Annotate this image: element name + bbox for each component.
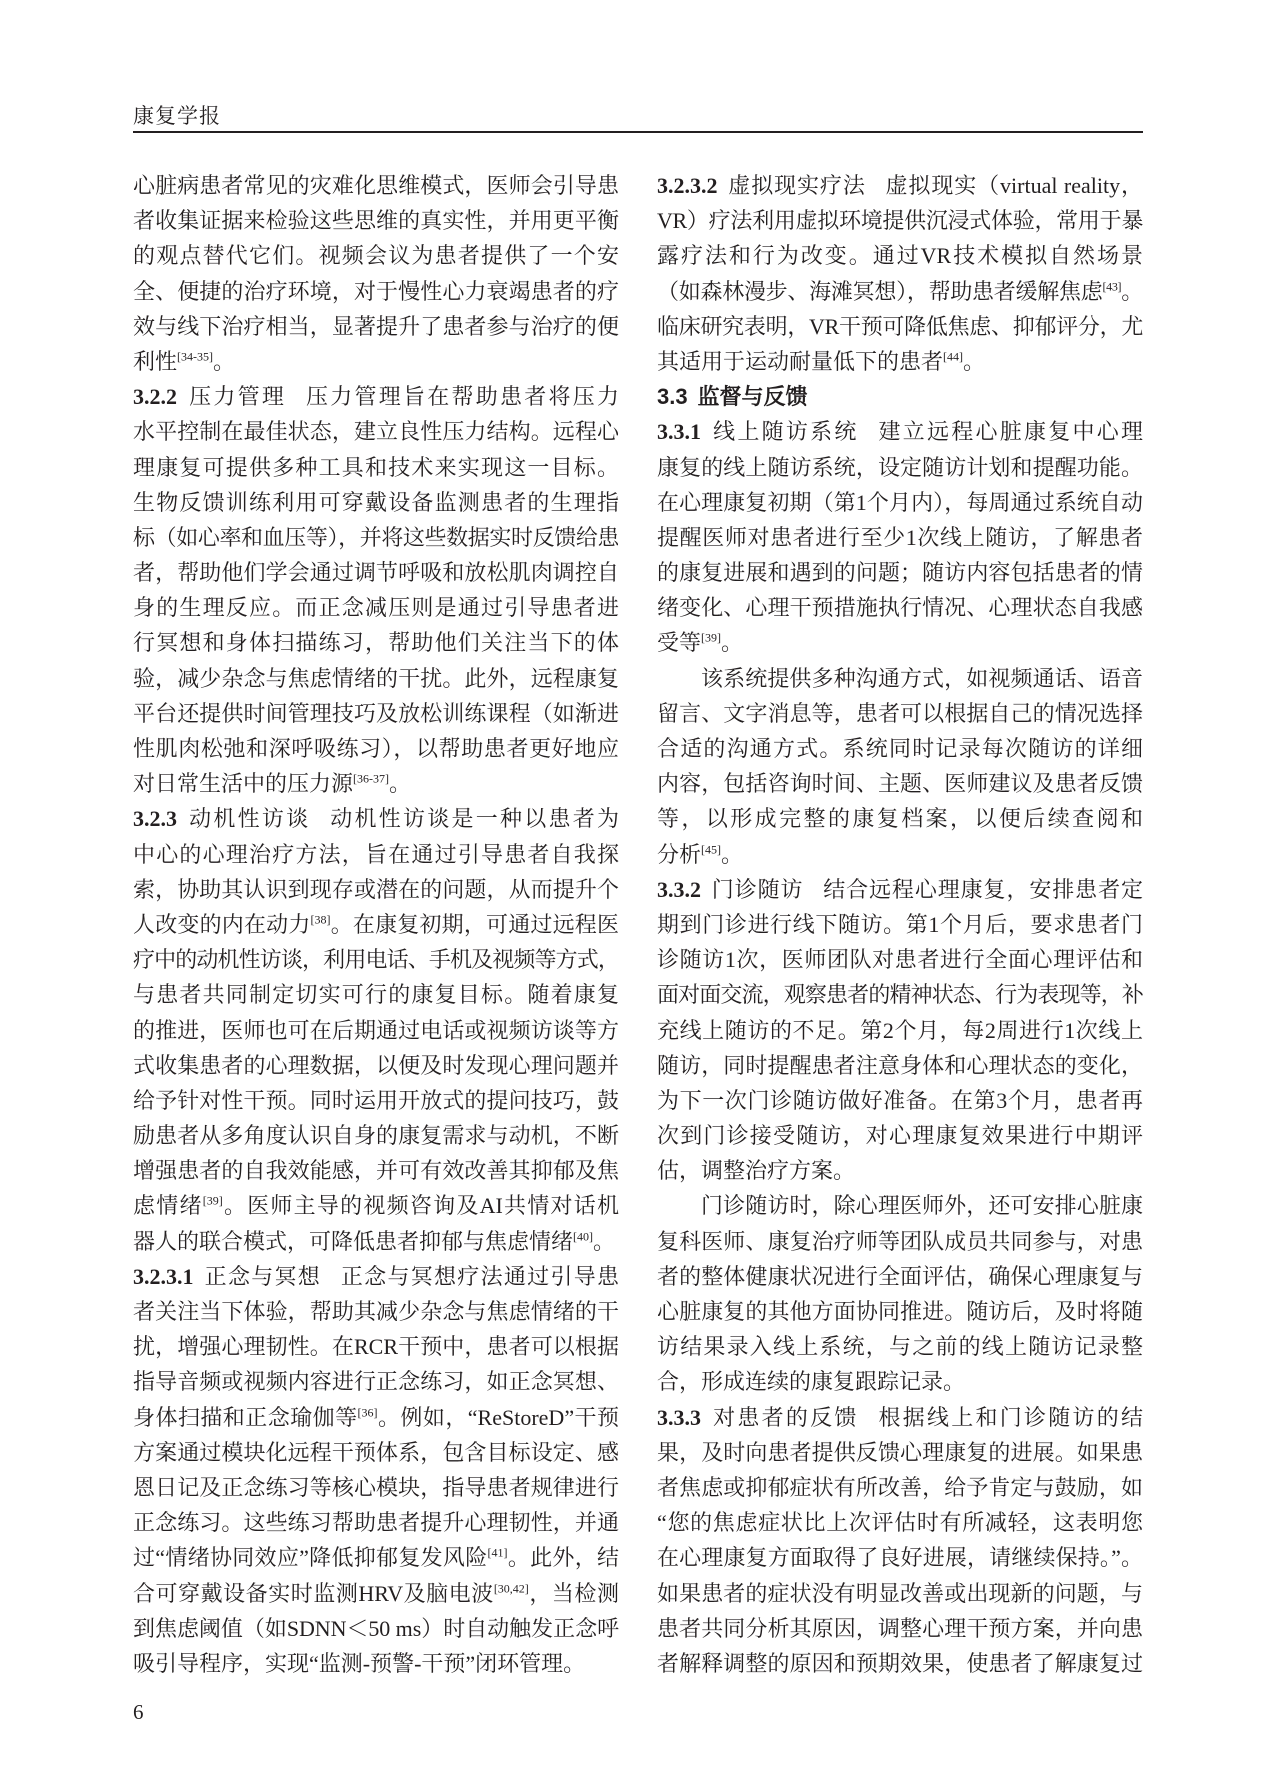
line-text: 正念与冥想疗法通过引导患 (340, 1263, 619, 1289)
line-text: 建立远程心脏康复中心理 (878, 419, 1143, 445)
line-text: 方案通过模块化远程干预体系，包含目标设定、感 (133, 1439, 619, 1465)
section-number: 3.3.1 (657, 419, 701, 445)
text-line (133, 661, 619, 696)
text-line (657, 1083, 1143, 1118)
section-number: 3.2.3.2 (657, 173, 718, 198)
line-text: 合可穿戴设备实时监测HRV及脑电波 (133, 1580, 494, 1606)
section-number: 3.2.3.1 (133, 1263, 194, 1289)
text-line (133, 414, 619, 449)
text-line (657, 590, 1143, 625)
text-line (657, 414, 1143, 449)
line-text: 临床研究表明，VR干预可降低焦虑、抑郁评分，尤 (657, 313, 1143, 339)
text-line (657, 1646, 1143, 1681)
text-line (657, 1048, 1143, 1083)
text-line (133, 801, 619, 836)
line-text: 者，帮助他们学会通过调节呼吸和放松肌肉调控自 (133, 560, 619, 586)
right-column (657, 168, 1143, 1682)
section-title: 门诊随访 (710, 876, 804, 902)
text-line (657, 168, 1143, 203)
text-line (133, 1083, 619, 1118)
line-text: 。医师主导的视频咨询及AI共情对话机 (222, 1193, 619, 1219)
line-text: 。 (389, 771, 412, 797)
line-text: 合适的沟通方式。系统同时记录每次随访的详细 (657, 736, 1143, 761)
line-text: 露疗法和行为改变。通过VR技术模拟自然场景 (657, 243, 1143, 269)
text-line (133, 1576, 619, 1611)
text-line (133, 203, 619, 238)
line-text: 。 (963, 348, 986, 374)
line-text: 复科医师、康复治疗师等团队成员共同参与，对患 (657, 1228, 1143, 1254)
line-text: 者关注当下体验，帮助其减少杂念与焦虑情绪的干 (133, 1299, 619, 1324)
text-line (657, 837, 1143, 872)
line-text: “您的焦虑症状比上次评估时有所减轻，这表明您 (657, 1510, 1143, 1536)
line-text: 等，以形成完整的康复档案，以便后续查阅和 (657, 806, 1143, 832)
text-line (133, 309, 619, 344)
text-line (133, 977, 619, 1012)
text-line (657, 344, 1143, 379)
text-line (133, 1259, 619, 1294)
line-text: 诊随访1次，医师团队对患者进行全面心理评估和 (657, 947, 1143, 973)
line-text: 患者共同分析其原因，调整心理干预方案，并向患 (657, 1615, 1143, 1641)
text-line (657, 1576, 1143, 1611)
text-line (133, 1224, 619, 1259)
text-line (657, 1505, 1143, 1540)
line-text: 心脏康复的其他方面协同推进。随访后，及时将随 (657, 1299, 1143, 1324)
line-text: 励患者从多角度认识自身的康复需求与动机，不断 (133, 1123, 619, 1149)
text-line (657, 977, 1143, 1012)
text-line (657, 1329, 1143, 1364)
text-line (657, 1153, 1143, 1188)
text-line (133, 238, 619, 273)
text-line (133, 1435, 619, 1470)
line-text: 正念练习。这些练习帮助患者提升心理韧性，并通 (133, 1510, 619, 1536)
journal-name: 康复学报 (133, 105, 221, 128)
text-line (657, 520, 1143, 555)
line-text: 利性 (133, 348, 178, 374)
text-line (133, 1048, 619, 1083)
line-text: 的推进，医师也可在后期通过电话或视频访谈等方 (133, 1017, 619, 1043)
text-line (657, 766, 1143, 801)
text-line (133, 1611, 619, 1646)
line-text: 充线上随访的不足。第2个月，每2周进行1次线上 (657, 1017, 1143, 1043)
text-line (657, 1224, 1143, 1259)
line-text: 中心的心理治疗方法，旨在通过引导患者自我探 (133, 841, 619, 867)
line-text: 恩日记及正念练习等核心模块，指导患者规律进行 (133, 1474, 619, 1500)
text-line (133, 168, 619, 203)
line-text: 内容，包括咨询时间、主题、医师建议及患者反馈 (657, 771, 1143, 797)
line-text: 。 (721, 841, 744, 867)
text-line (657, 661, 1143, 696)
line-text: 全、便捷的治疗环境，对于慢性心力衰竭患者的疗 (133, 278, 619, 304)
text-line (657, 1400, 1143, 1435)
line-text: 心脏病患者常见的灾难化思维模式，医师会引导患 (133, 173, 619, 198)
citation: [39] (701, 631, 722, 646)
line-text: 水平控制在最佳状态，建立良性压力结构。远程心 (133, 419, 619, 445)
line-text: 标（如心率和血压等），并将这些数据实时反馈给患 (133, 524, 619, 550)
line-text: 虚拟现实（virtual reality， (885, 173, 1143, 198)
section-number: 3.2.2 (133, 384, 177, 410)
line-text: 疗中的动机性访谈，利用电话、手机及视频等方式， (133, 947, 619, 973)
line-text: 康复的线上随访系统，设定随访计划和提醒功能。 (657, 454, 1143, 480)
text-line (657, 1364, 1143, 1399)
line-text: 门诊随访时，除心理医师外，还可安排心脏康 (701, 1193, 1143, 1219)
line-text: 效与线下治疗相当，显著提升了患者参与治疗的便 (133, 313, 619, 339)
text-line (657, 1013, 1143, 1048)
text-line (133, 942, 619, 977)
section-title: 动机性访谈 (186, 806, 311, 832)
text-line (657, 625, 1143, 660)
text-line (133, 1505, 619, 1540)
line-text: 次到门诊接受随访，对心理康复效果进行中期评 (657, 1123, 1143, 1149)
line-text: 如果患者的症状没有明显改善或出现新的问题，与 (657, 1580, 1143, 1606)
line-text: 给予针对性干预。同时运用开放式的提问技巧，鼓 (133, 1087, 619, 1113)
text-line (657, 1470, 1143, 1505)
line-text: 根据线上和门诊随访的结 (878, 1404, 1143, 1430)
citation: [30,42] (493, 1581, 529, 1596)
section-number: 3.3.3 (657, 1404, 701, 1430)
line-text: 式收集患者的心理数据，以便及时发现心理问题并 (133, 1052, 619, 1078)
line-text: 果，及时向患者提供反馈心理康复的进展。如果患 (657, 1439, 1143, 1465)
line-text: 绪变化、心理干预措施执行情况、心理状态自我感 (657, 595, 1143, 621)
line-text: 受等 (657, 630, 702, 656)
text-line (133, 379, 619, 414)
line-text: 估，调整治疗方案。 (657, 1158, 856, 1184)
text-line (133, 907, 619, 942)
text-line (133, 1364, 619, 1399)
text-line (133, 1153, 619, 1188)
line-text: 在心理康复初期（第1个月内），每周通过系统自动 (657, 489, 1143, 515)
line-text: 者收集证据来检验这些思维的真实性，并用更平衡 (133, 208, 619, 234)
citation: [43] (1102, 279, 1122, 294)
text-line (657, 1540, 1143, 1575)
text-line (657, 485, 1143, 520)
line-text: 压力管理旨在帮助患者将压力 (305, 384, 619, 410)
section-title: 线上随访系统 (710, 419, 859, 445)
text-line (133, 1540, 619, 1575)
line-text: 。例如，“ReStoreD”干预 (377, 1404, 619, 1430)
text-line (657, 942, 1143, 977)
text-line (133, 731, 619, 766)
section-number: 3.3.2 (657, 876, 701, 902)
citation: [45] (701, 842, 722, 857)
line-text: 生物反馈训练利用可穿戴设备监测患者的生理指 (133, 489, 619, 515)
text-line (657, 1118, 1143, 1153)
line-text: ，当检测 (528, 1580, 619, 1606)
line-text: VR）疗法利用虚拟环境提供沉浸式体验，常用于暴 (657, 208, 1143, 234)
text-line (133, 555, 619, 590)
line-text: 其适用于运动耐量低下的患者 (657, 348, 944, 374)
line-text: 。 (213, 348, 236, 374)
line-text: 该系统提供多种沟通方式，如视频通话、语音 (701, 665, 1143, 691)
line-text: 为下一次门诊随访做好准备。在第3个月，患者再 (657, 1087, 1143, 1113)
line-text: 的康复进展和遇到的问题；随访内容包括患者的情 (657, 560, 1143, 586)
header-rule (133, 131, 1143, 133)
section-heading (657, 379, 1143, 414)
text-line (657, 1259, 1143, 1294)
section-number: 3.3 (657, 384, 688, 410)
text-line (657, 1435, 1143, 1470)
citation: [44] (943, 349, 964, 364)
text-line (657, 907, 1143, 942)
text-line (133, 696, 619, 731)
line-text: 行冥想和身体扫描练习，帮助他们关注当下的体 (133, 630, 619, 656)
line-text: 者解释调整的原因和预期效果，使患者了解康复过 (657, 1650, 1143, 1676)
text-line (657, 238, 1143, 273)
text-line (133, 1329, 619, 1364)
text-line (657, 555, 1143, 590)
citation: [41] (487, 1545, 508, 1560)
text-line (133, 837, 619, 872)
section-title: 对患者的反馈 (710, 1404, 859, 1430)
text-line (133, 485, 619, 520)
line-text: 随访，同时提醒患者注意身体和心理状态的变化， (657, 1052, 1143, 1078)
left-column (133, 168, 619, 1682)
line-text: 访结果录入线上系统，与之前的线上随访记录整 (657, 1334, 1143, 1360)
line-text: 期到门诊进行线下随访。第1个月后，要求患者门 (657, 911, 1143, 937)
line-text: 器人的联合模式，可降低患者抑郁与焦虑情绪 (133, 1228, 574, 1254)
text-line (133, 1013, 619, 1048)
section-title: 监督与反馈 (697, 384, 808, 410)
line-text: 性肌肉松弛和深呼吸练习），以帮助患者更好地应 (133, 736, 619, 761)
line-text: 分析 (657, 841, 702, 867)
text-line (657, 1611, 1143, 1646)
text-line (133, 872, 619, 907)
citation: [40] (573, 1229, 594, 1244)
section-title: 虚拟现实疗法 (727, 173, 866, 198)
text-line (657, 696, 1143, 731)
line-text: 身体扫描和正念瑜伽等 (133, 1404, 358, 1430)
text-line (657, 872, 1143, 907)
section-title: 正念与冥想 (203, 1263, 322, 1289)
line-text: 对日常生活中的压力源 (133, 771, 354, 797)
line-text: 留言、文字消息等，患者可以根据自己的情况选择 (657, 700, 1143, 726)
text-line (133, 520, 619, 555)
text-line (133, 766, 619, 801)
line-text: （如森林漫步、海滩冥想），帮助患者缓解焦虑 (657, 278, 1103, 304)
line-text: 过“情绪协同效应”降低抑郁复发风险 (133, 1545, 488, 1571)
text-line (657, 274, 1143, 309)
line-text: 人改变的内在动力 (133, 911, 311, 937)
text-line (133, 1118, 619, 1153)
line-text: 扰，增强心理韧性。在RCR干预中，患者可以根据 (133, 1334, 619, 1360)
line-text: 。 (593, 1228, 616, 1254)
text-line (657, 731, 1143, 766)
line-text: 的观点替代它们。视频会议为患者提供了一个安 (133, 243, 619, 269)
line-text: 理康复可提供多种工具和技术来实现这一目标。 (133, 454, 619, 480)
text-line (133, 344, 619, 379)
line-text: 身的生理反应。而正念减压则是通过引导患者进 (133, 595, 619, 621)
citation: [38] (310, 912, 331, 927)
line-text: 验，减少杂念与焦虑情绪的干扰。此外，远程康复 (133, 665, 619, 691)
citation: [34-35] (177, 349, 214, 364)
line-text: 。 (721, 630, 744, 656)
text-line (133, 1470, 619, 1505)
text-line (133, 450, 619, 485)
text-line (133, 1188, 619, 1223)
line-text: 增强患者的自我效能感，并可有效改善其抑郁及焦 (133, 1158, 619, 1184)
line-text: 虑情绪 (133, 1193, 203, 1219)
text-line (657, 801, 1143, 836)
citation: [36-37] (353, 771, 390, 786)
line-text: 。此外，结 (507, 1545, 619, 1571)
line-text: 者的整体健康状况进行全面评估，确保心理康复与 (657, 1263, 1143, 1289)
line-text: 。在康复初期，可通过远程医 (330, 911, 619, 937)
line-text: 平台还提供时间管理技巧及放松训练课程（如渐进 (133, 700, 619, 726)
line-text: 动机性访谈是一种以患者为 (330, 806, 619, 832)
line-text: 者焦虑或抑郁症状有所改善，给予肯定与鼓励，如 (657, 1474, 1143, 1500)
line-text: 吸引导程序，实现“监测-预警-干预”闭环管理。 (133, 1650, 586, 1676)
text-line (133, 1400, 619, 1435)
text-line (133, 1294, 619, 1329)
citation: [39] (202, 1194, 223, 1209)
line-text: 到焦虑阈值（如SDNN＜50 ms）时自动触发正念呼 (133, 1615, 619, 1641)
text-line (133, 590, 619, 625)
line-text: 面对面交流，观察患者的精神状态、行为表现等，补 (657, 982, 1143, 1008)
section-title: 压力管理 (186, 384, 287, 410)
line-text: 索，协助其认识到现存或潜在的问题，从而提升个 (133, 876, 619, 902)
citation: [36] (357, 1405, 378, 1420)
text-line (133, 274, 619, 309)
line-text: 。 (1121, 278, 1143, 304)
line-text: 提醒医师对患者进行至少1次线上随访，了解患者 (657, 524, 1143, 550)
text-line (657, 450, 1143, 485)
line-text: 与患者共同制定切实可行的康复目标。随着康复 (133, 982, 619, 1008)
text-line (657, 1188, 1143, 1223)
text-line (133, 1646, 619, 1681)
line-text: 合，形成连续的康复跟踪记录。 (657, 1369, 966, 1395)
line-text: 指导音频或视频内容进行正念练习，如正念冥想、 (133, 1369, 619, 1395)
line-text: 结合远程心理康复，安排患者定 (823, 876, 1143, 902)
section-number: 3.2.3 (133, 806, 177, 832)
text-line (133, 625, 619, 660)
text-line (657, 1294, 1143, 1329)
text-line (657, 203, 1143, 238)
line-text: 在心理康复方面取得了良好进展，请继续保持。”。 (657, 1545, 1143, 1571)
page-number: 6 (133, 1700, 144, 1724)
text-line (657, 309, 1143, 344)
